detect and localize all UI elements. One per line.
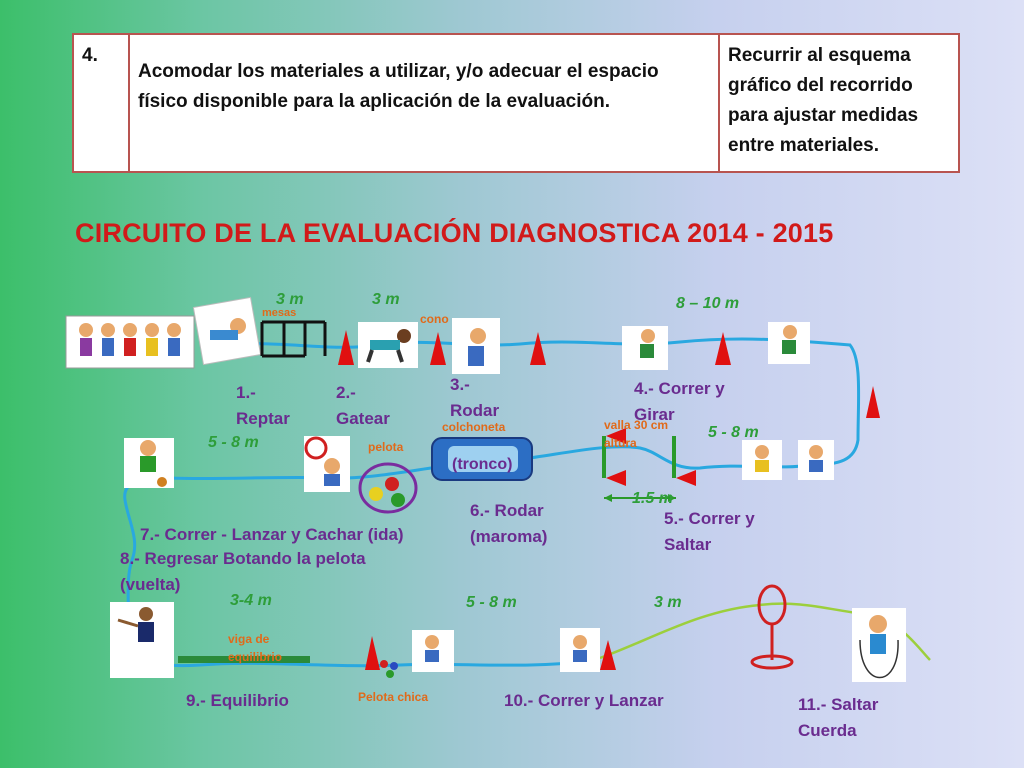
rolling-kid-icon	[452, 318, 500, 374]
dribbling-kid-icon	[124, 438, 174, 488]
measure-label: 3 m	[372, 291, 400, 308]
gatear-kid-icon	[358, 322, 418, 368]
material-label: viga de equilibrio	[228, 632, 282, 664]
station-9-label: 9.- Equilibrio	[186, 691, 289, 710]
station-2-label: 2.- Gatear	[336, 383, 390, 428]
kids-group-icon	[66, 316, 194, 368]
station-11-label: 11.- Saltar Cuerda	[798, 695, 879, 740]
station-10-label: 10.- Correr y Lanzar	[504, 691, 664, 710]
jump-rope-kid-icon	[852, 608, 906, 682]
station-3-label: 3.- Rodar	[450, 375, 500, 420]
page-title: CIRCUITO DE LA EVALUACIÓN DIAGNOSTICA 2014 - 2015	[75, 218, 834, 248]
material-label: (tronco)	[452, 456, 513, 473]
measure-label: 3 m	[276, 291, 304, 308]
measure-label: 3 m	[654, 594, 682, 611]
material-label: mesas	[262, 307, 297, 319]
mesas-icon	[262, 322, 325, 356]
jumping-kid-icon	[742, 440, 834, 480]
material-label: Pelota chica	[358, 690, 429, 704]
measure-label: 1.5 m	[632, 490, 673, 507]
material-label: pelota	[368, 440, 404, 454]
material-label: colchoneta	[442, 420, 506, 434]
station-6-label: 6.- Rodar (maroma)	[470, 501, 548, 546]
balls-icon	[360, 464, 416, 512]
crawling-kid-icon	[193, 297, 260, 364]
measure-label: 5 - 8 m	[466, 594, 517, 611]
hoop-icon	[752, 586, 792, 668]
material-label: valla 30 cm altura	[604, 418, 669, 450]
measure-label: 5 - 8 m	[708, 424, 759, 441]
small-balls-icon	[380, 660, 398, 678]
table-cell-number: 4.	[73, 34, 129, 172]
station-1-label: 1.- Reptar	[236, 383, 290, 428]
material-label: cono	[420, 312, 449, 326]
table-cell-action: Acomodar los materiales a utilizar, y/o adecuar el espacio físico disponible para la aplicación de la evaluación.	[129, 34, 719, 172]
station-5-label: 5.- Correr y Saltar	[664, 509, 755, 554]
measure-label: 3-4 m	[230, 592, 272, 609]
station-4-label: 4.- Correr y Girar	[634, 379, 725, 424]
station-8-label: 8.- Regresar Botando la pelota (vuelta)	[120, 549, 366, 594]
measure-label: 8 – 10 m	[676, 295, 740, 312]
ball-kid-icon	[304, 436, 350, 492]
station-7-label: 7.- Correr - Lanzar y Cachar (ida)	[140, 525, 404, 544]
measure-label: 5 - 8 m	[208, 434, 259, 451]
table-cell-note: Recurrir al esquema gráfico del recorrido para ajustar medidas entre materiales.	[719, 34, 959, 172]
balance-kid-icon	[110, 602, 174, 678]
